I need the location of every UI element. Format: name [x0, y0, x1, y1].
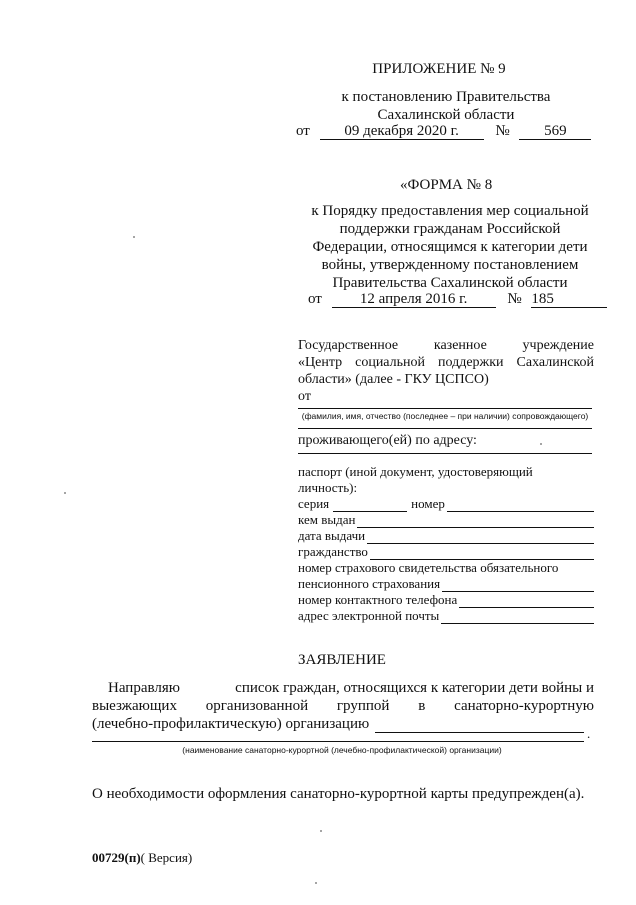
- phone-field[interactable]: [459, 595, 594, 608]
- passport-block: [298, 464, 594, 624]
- phone-row: [298, 592, 594, 608]
- from-label: от: [296, 123, 310, 139]
- issue-date-field[interactable]: [367, 531, 594, 544]
- form-date: 12 апреля 2016 г.: [332, 292, 496, 308]
- addressee-word: социальной: [355, 355, 425, 370]
- series-label: серия: [298, 496, 330, 511]
- scan-speck: [540, 443, 542, 445]
- form-line-3: Федерации, относящимся к категории дети: [312, 239, 588, 255]
- number-label: номер: [411, 496, 445, 511]
- statement-word: список граждан, относящихся к категории дети войны и: [235, 680, 594, 696]
- form-line-4: войны, утвержденному постановлением: [321, 257, 579, 273]
- fio-field-line[interactable]: [298, 408, 592, 409]
- organization-row: [92, 715, 594, 733]
- document-code: 00729(п): [92, 850, 141, 865]
- series-field[interactable]: [333, 499, 407, 512]
- statement-word: группой: [336, 698, 390, 714]
- appendix-line-2: Сахалинской области: [377, 107, 515, 123]
- appendix-line-1: к постановлению Правительства: [341, 89, 551, 105]
- organization-caption: (наименование санаторно-курортной (лечебно-профилактической) организации): [182, 745, 502, 755]
- number-sign: №: [507, 291, 522, 307]
- issue-date-label: дата выдачи: [298, 528, 366, 543]
- footer: [92, 850, 192, 866]
- snils-label-1: номер страхового свидетельства обязательного: [298, 560, 559, 575]
- issued-by-label: кем выдан: [298, 512, 356, 527]
- statement-word: организованной: [205, 698, 309, 714]
- scan-speck: [320, 830, 322, 832]
- addressee-block: [298, 337, 594, 405]
- email-label: адрес электронной почты: [298, 608, 440, 623]
- addressee-word: Сахалинской: [516, 355, 594, 370]
- appendix-number: 569: [519, 124, 591, 140]
- address-field-line[interactable]: [298, 453, 592, 454]
- statement-word: выезжающих: [92, 698, 177, 714]
- form-line-2: поддержки гражданам Российской: [339, 221, 561, 237]
- scan-speck: [133, 236, 135, 238]
- statement-body: [92, 679, 594, 733]
- form-line-1: к Порядку предоставления мер социальной: [311, 203, 589, 219]
- period: .: [587, 726, 591, 741]
- addressee-word: Государственное: [298, 338, 399, 353]
- warning-text: О необходимости оформления санаторно-курортной карты предупрежден(а).: [92, 786, 585, 802]
- from-label: от: [308, 291, 322, 307]
- addressee-word: казенное: [433, 338, 487, 353]
- document-version: ( Версия): [140, 850, 193, 865]
- appendix-date: 09 декабря 2020 г.: [320, 124, 484, 140]
- email-row: [298, 608, 594, 624]
- citizenship-label: гражданство: [298, 544, 368, 559]
- organization-field-line-2[interactable]: [92, 741, 584, 742]
- statement-word: Направляю: [108, 680, 180, 696]
- appendix-date-row: [296, 122, 606, 140]
- addressee-word: поддержки: [438, 355, 504, 370]
- appendix-block: [290, 60, 600, 78]
- passport-header: паспорт (иной документ, удостоверяющий личность):: [298, 464, 533, 495]
- citizenship-field[interactable]: [370, 547, 594, 560]
- addressee-word: учреждение: [522, 338, 594, 353]
- email-field[interactable]: [441, 611, 594, 624]
- organization-field[interactable]: [375, 720, 584, 733]
- phone-label: номер контактного телефона: [298, 592, 458, 607]
- form-line-5: Правительства Сахалинской области: [332, 275, 568, 291]
- snils-row: [298, 576, 594, 592]
- snils-label-2: пенсионного страхования: [298, 576, 441, 591]
- form-number: 185: [531, 292, 607, 308]
- issued-by-field[interactable]: [357, 515, 594, 528]
- issued-by-row: [298, 512, 594, 528]
- issue-date-row: [298, 528, 594, 544]
- citizenship-row: [298, 544, 594, 560]
- form-date-row: [308, 290, 608, 308]
- scan-speck: [315, 882, 317, 884]
- addressee-from: от: [298, 389, 311, 404]
- statement-line-3: (лечебно-профилактическую) организацию: [92, 716, 370, 732]
- number-sign: №: [495, 123, 510, 139]
- form-title: «ФОРМА № 8: [400, 177, 493, 193]
- addressee-word: «Центр: [298, 355, 343, 370]
- snils-field[interactable]: [442, 579, 594, 592]
- statement-word: санаторно-курортную: [454, 698, 594, 714]
- form-block: [300, 202, 600, 292]
- fio-field-line-2[interactable]: [298, 428, 592, 429]
- appendix-title: ПРИЛОЖЕНИЕ № 9: [372, 61, 506, 77]
- address-label: проживающего(ей) по адресу:: [298, 433, 477, 448]
- series-number-row: [298, 496, 594, 512]
- fio-caption: (фамилия, имя, отчество (последнее – при наличии) сопровождающего): [301, 411, 589, 421]
- statement-word: в: [418, 698, 426, 714]
- number-field[interactable]: [447, 499, 594, 512]
- scan-speck: [64, 492, 66, 494]
- statement-title: ЗАЯВЛЕНИЕ: [298, 652, 386, 668]
- addressee-line-3: области» (далее - ГКУ ЦСПСО): [298, 372, 489, 387]
